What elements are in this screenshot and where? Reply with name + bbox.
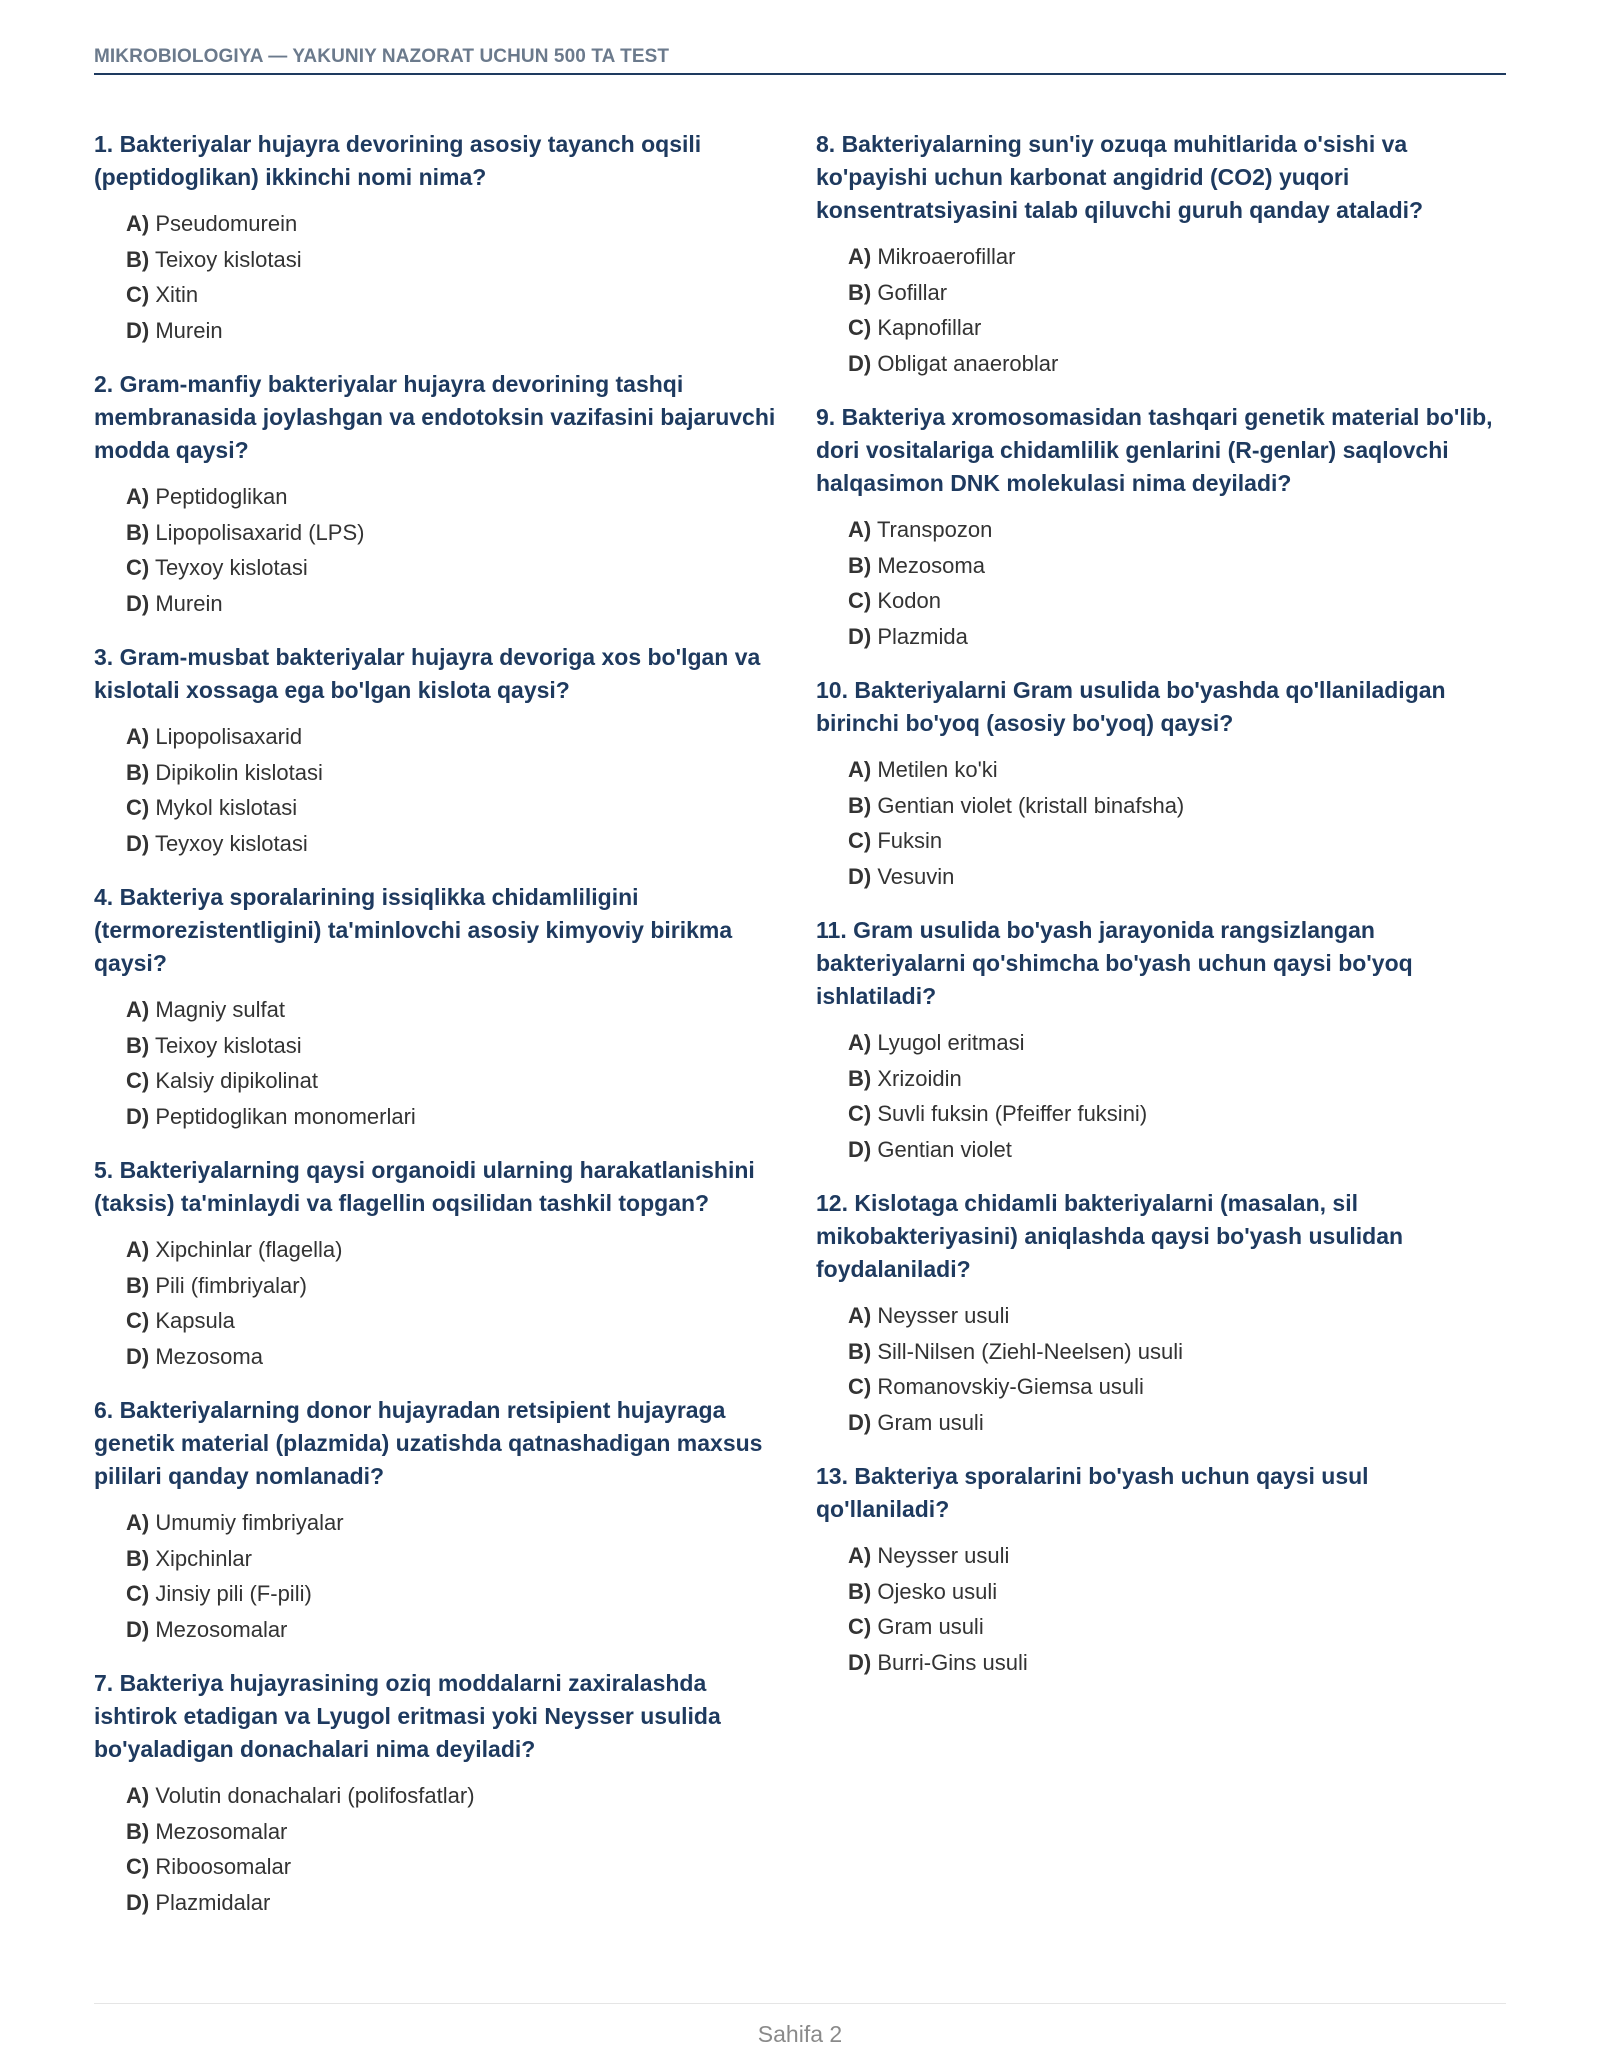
option-letter: D) — [126, 1103, 150, 1129]
answer-option — [126, 1268, 784, 1304]
question-text: 6. Bakteriyalarning donor hujayradan retsipient hujayraga genetik material (plazmida) uzatishda qatnashadigan maxsus pililari qanday nomlanadi? — [94, 1397, 763, 1489]
option-letter: C) — [848, 828, 872, 853]
answer-option — [848, 275, 1506, 311]
option-text: Ojesko usuli — [877, 1578, 998, 1604]
answer-option — [848, 1609, 1506, 1645]
answer-options — [94, 479, 784, 621]
answer-options — [94, 719, 784, 861]
answer-option — [126, 550, 784, 586]
answer-options — [816, 512, 1506, 654]
option-letter: D) — [126, 317, 150, 343]
question-block — [816, 914, 1506, 1167]
option-text: Gram usuli — [877, 1614, 984, 1639]
option-letter: A) — [126, 211, 150, 236]
option-text: Umumiy fimbriyalar — [155, 1510, 344, 1535]
answer-option — [126, 1232, 784, 1268]
option-letter: B) — [126, 1032, 150, 1058]
option-letter: A) — [848, 757, 872, 782]
option-text: Kapnofillar — [877, 315, 982, 340]
answer-option — [126, 479, 784, 515]
question-block — [94, 128, 784, 348]
option-text: Teixoy kislotasi — [154, 246, 302, 272]
option-text: Murein — [155, 317, 223, 343]
question-block — [94, 1154, 784, 1374]
answer-option — [126, 586, 784, 622]
question-text: 8. Bakteriyalarning sun'iy ozuqa muhitlarida o'sishi va ko'payishi uchun karbonat angidrid (CO2) yuqori konsentratsiyasini talab qiluvchi guruh qanday ataladi? — [816, 131, 1424, 223]
left-column — [94, 128, 784, 1940]
option-text: Mezosomalar — [155, 1818, 288, 1844]
answer-option — [126, 242, 784, 278]
question-block — [816, 674, 1506, 894]
option-text: Xipchinlar — [155, 1545, 252, 1571]
option-text: Lipopolisaxarid — [155, 724, 303, 749]
question-text: 2. Gram-manfiy bakteriyalar hujayra devorining tashqi membranasida joylashgan va endotoksin vazifasini bajaruvchi modda qaysi? — [94, 371, 776, 463]
answer-option — [848, 1645, 1506, 1681]
question-text: 11. Gram usulida bo'yash jarayonida rangsizlangan bakteriyalarni qo'shimcha bo'yash uchun qaysi bo'yoq ishlatiladi? — [816, 917, 1413, 1009]
option-text: Burri-Gins usuli — [877, 1649, 1028, 1675]
option-letter: A) — [126, 1237, 150, 1262]
option-text: Xipchinlar (flagella) — [155, 1237, 343, 1262]
option-letter: A) — [848, 517, 872, 542]
option-text: Romanovskiy-Giemsa usuli — [877, 1374, 1144, 1399]
option-text: Kapsula — [155, 1308, 235, 1333]
option-letter: B) — [848, 1065, 872, 1091]
option-letter: B) — [126, 1545, 150, 1571]
option-letter: D) — [848, 863, 872, 889]
option-text: Mykol kislotasi — [155, 795, 298, 820]
option-text: Fuksin — [877, 828, 943, 853]
option-letter: B) — [126, 759, 150, 785]
answer-option — [848, 346, 1506, 382]
question-text: 10. Bakteriyalarni Gram usulida bo'yashda qo'llaniladigan birinchi bo'yoq (asosiy bo'yoq) qaysi? — [816, 677, 1446, 736]
option-text: Xitin — [155, 282, 199, 307]
answer-option — [848, 512, 1506, 548]
answer-option — [848, 583, 1506, 619]
option-text: Gram usuli — [877, 1409, 984, 1435]
question-text: 3. Gram-musbat bakteriyalar hujayra devoriga xos bo'lgan va kislotali xossaga ega bo'lgan kislota qaysi? — [94, 644, 761, 703]
page-number: Sahifa 2 — [757, 2021, 843, 2047]
question-columns — [94, 128, 1506, 1940]
option-letter: D) — [848, 1649, 872, 1675]
question-block — [94, 881, 784, 1134]
answer-option — [848, 1025, 1506, 1061]
answer-option — [126, 755, 784, 791]
option-letter: C) — [848, 588, 872, 613]
option-letter: D) — [126, 590, 150, 616]
option-text: Xrizoidin — [877, 1065, 962, 1091]
answer-options — [94, 1505, 784, 1647]
answer-option — [126, 992, 784, 1028]
option-letter: C) — [126, 795, 150, 820]
option-text: Gentian violet — [877, 1136, 1012, 1162]
answer-option — [848, 310, 1506, 346]
option-text: Pseudomurein — [155, 211, 298, 236]
answer-option — [848, 548, 1506, 584]
option-text: Jinsiy pili (F-pili) — [155, 1581, 312, 1606]
answer-option — [126, 1849, 784, 1885]
question-block — [94, 641, 784, 861]
answer-option — [126, 719, 784, 755]
answer-option — [126, 1814, 784, 1850]
option-letter: B) — [848, 1578, 872, 1604]
answer-option — [126, 826, 784, 862]
option-letter: A) — [126, 1510, 150, 1535]
option-text: Teyxoy kislotasi — [154, 555, 308, 580]
answer-option — [848, 1298, 1506, 1334]
answer-option — [126, 313, 784, 349]
answer-option — [848, 752, 1506, 788]
option-text: Murein — [155, 590, 223, 616]
question-text: 5. Bakteriyalarning qaysi organoidi ularning harakatlanishini (taksis) ta'minlaydi va flagellin oqsilidan tashkil topgan? — [94, 1157, 755, 1216]
option-letter: C) — [126, 1854, 150, 1879]
option-text: Volutin donachalari (polifosfatlar) — [155, 1783, 475, 1808]
option-letter: A) — [848, 1303, 872, 1328]
option-letter: B) — [126, 1272, 150, 1298]
option-letter: C) — [126, 282, 150, 307]
question-text: 1. Bakteriyalar hujayra devorining asosiy tayanch oqsili (peptidoglikan) ikkinchi nomi nima? — [94, 131, 702, 190]
option-letter: D) — [126, 1616, 150, 1642]
answer-option — [848, 823, 1506, 859]
answer-options — [94, 1778, 784, 1920]
option-text: Sill-Nilsen (Ziehl-Neelsen) usuli — [877, 1338, 1183, 1364]
answer-options — [94, 1232, 784, 1374]
option-text: Riboosomalar — [155, 1854, 292, 1879]
answer-option — [848, 1538, 1506, 1574]
answer-option — [848, 1574, 1506, 1610]
question-text: 9. Bakteriya xromosomasidan tashqari genetik material bo'lib, dori vositalariga chidamlilik genlarini (R-genlar) saqlovchi halqasimon DNK molekulasi nima deyiladi? — [816, 404, 1493, 496]
option-text: Teyxoy kislotasi — [154, 830, 308, 856]
option-text: Kodon — [877, 588, 941, 613]
option-letter: A) — [126, 724, 150, 749]
answer-options — [94, 206, 784, 348]
option-letter: D) — [848, 350, 872, 376]
option-text: Suvli fuksin (Pfeiffer fuksini) — [877, 1101, 1148, 1126]
option-text: Vesuvin — [877, 863, 955, 889]
option-letter: B) — [848, 1338, 872, 1364]
answer-option — [126, 1541, 784, 1577]
option-letter: D) — [848, 1136, 872, 1162]
answer-option — [126, 1063, 784, 1099]
option-letter: C) — [848, 1374, 872, 1399]
option-letter: B) — [126, 246, 150, 272]
option-letter: B) — [848, 792, 872, 818]
option-letter: C) — [126, 555, 150, 580]
option-letter: D) — [848, 1409, 872, 1435]
header-title: MIKROBIOLOGIYA — YAKUNIY NAZORAT UCHUN 500 TA TEST — [94, 46, 670, 67]
option-text: Obligat anaeroblar — [877, 350, 1059, 376]
question-text: 13. Bakteriya sporalarini bo'yash uchun qaysi usul qo'llaniladi? — [816, 1463, 1369, 1522]
option-letter: B) — [848, 279, 872, 305]
right-column — [816, 128, 1506, 1940]
option-text: Plazmidalar — [155, 1889, 271, 1915]
option-letter: C) — [848, 315, 872, 340]
option-letter: C) — [126, 1308, 150, 1333]
answer-options — [816, 1538, 1506, 1680]
option-text: Neysser usuli — [877, 1303, 1010, 1328]
option-text: Gentian violet (kristall binafsha) — [877, 792, 1185, 818]
answer-option — [126, 790, 784, 826]
option-text: Dipikolin kislotasi — [155, 759, 323, 785]
answer-options — [816, 1025, 1506, 1167]
option-letter: A) — [848, 244, 872, 269]
question-text: 7. Bakteriya hujayrasining oziq moddalarni zaxiralashda ishtirok etadigan va Lyugol eritmasi yoki Neysser usulida bo'yaladigan donachalari nima deyiladi? — [94, 1670, 721, 1762]
answer-option — [848, 1096, 1506, 1132]
option-text: Teixoy kislotasi — [154, 1032, 302, 1058]
answer-option — [848, 1132, 1506, 1168]
option-letter: A) — [848, 1030, 872, 1055]
answer-option — [848, 1334, 1506, 1370]
question-block — [816, 128, 1506, 381]
option-text: Metilen ko'ki — [877, 757, 998, 782]
option-text: Peptidoglikan — [155, 484, 288, 509]
option-letter: C) — [126, 1581, 150, 1606]
answer-option — [126, 1339, 784, 1375]
question-block — [94, 1667, 784, 1920]
answer-option — [848, 619, 1506, 655]
answer-options — [816, 239, 1506, 381]
question-block — [816, 401, 1506, 654]
answer-option — [126, 1028, 784, 1064]
answer-option — [848, 239, 1506, 275]
option-letter: A) — [126, 997, 150, 1022]
answer-option — [126, 1778, 784, 1814]
option-text: Mezosoma — [877, 552, 985, 578]
option-text: Mezosoma — [155, 1343, 263, 1369]
option-text: Mikroaerofillar — [877, 244, 1016, 269]
option-text: Transpozon — [876, 517, 993, 542]
option-letter: D) — [126, 1343, 150, 1369]
option-text: Kalsiy dipikolinat — [155, 1068, 318, 1093]
question-block — [94, 1394, 784, 1647]
option-letter: A) — [126, 484, 150, 509]
option-letter: B) — [126, 1818, 150, 1844]
answer-option — [126, 206, 784, 242]
page-header — [94, 46, 1506, 75]
question-text: 12. Kislotaga chidamli bakteriyalarni (masalan, sil mikobakteriyasini) aniqlashda qaysi bo'yash usulidan foydalaniladi? — [816, 1190, 1404, 1282]
question-block — [816, 1460, 1506, 1680]
answer-option — [126, 515, 784, 551]
option-letter: A) — [126, 1783, 150, 1808]
answer-options — [816, 1298, 1506, 1440]
answer-option — [848, 1061, 1506, 1097]
option-letter: C) — [848, 1614, 872, 1639]
option-text: Magniy sulfat — [155, 997, 285, 1022]
footer-divider — [94, 2003, 1506, 2004]
option-letter: A) — [848, 1543, 872, 1568]
answer-option — [126, 1885, 784, 1921]
option-letter: D) — [126, 1889, 150, 1915]
option-text: Lipopolisaxarid (LPS) — [155, 519, 365, 545]
option-letter: D) — [126, 830, 150, 856]
option-text: Neysser usuli — [877, 1543, 1010, 1568]
option-text: Pili (fimbriyalar) — [155, 1272, 307, 1298]
answer-option — [126, 1576, 784, 1612]
answer-option — [848, 859, 1506, 895]
option-letter: B) — [126, 519, 150, 545]
answer-option — [126, 1505, 784, 1541]
answer-option — [848, 1405, 1506, 1441]
option-letter: C) — [126, 1068, 150, 1093]
answer-option — [848, 788, 1506, 824]
answer-option — [126, 277, 784, 313]
question-block — [816, 1187, 1506, 1440]
answer-options — [816, 752, 1506, 894]
question-block — [94, 368, 784, 621]
option-letter: C) — [848, 1101, 872, 1126]
option-text: Peptidoglikan monomerlari — [155, 1103, 416, 1129]
answer-options — [94, 992, 784, 1134]
option-text: Mezosomalar — [155, 1616, 288, 1642]
option-letter: B) — [848, 552, 872, 578]
question-text: 4. Bakteriya sporalarining issiqlikka chidamliligini (termorezistentligini) ta'minlovchi asosiy kimyoviy birikma qaysi? — [94, 884, 733, 976]
option-letter: D) — [848, 623, 872, 649]
answer-option — [848, 1369, 1506, 1405]
answer-option — [126, 1099, 784, 1135]
option-text: Lyugol eritmasi — [877, 1030, 1025, 1055]
answer-option — [126, 1612, 784, 1648]
option-text: Plazmida — [877, 623, 968, 649]
answer-option — [126, 1303, 784, 1339]
option-text: Gofillar — [877, 279, 948, 305]
